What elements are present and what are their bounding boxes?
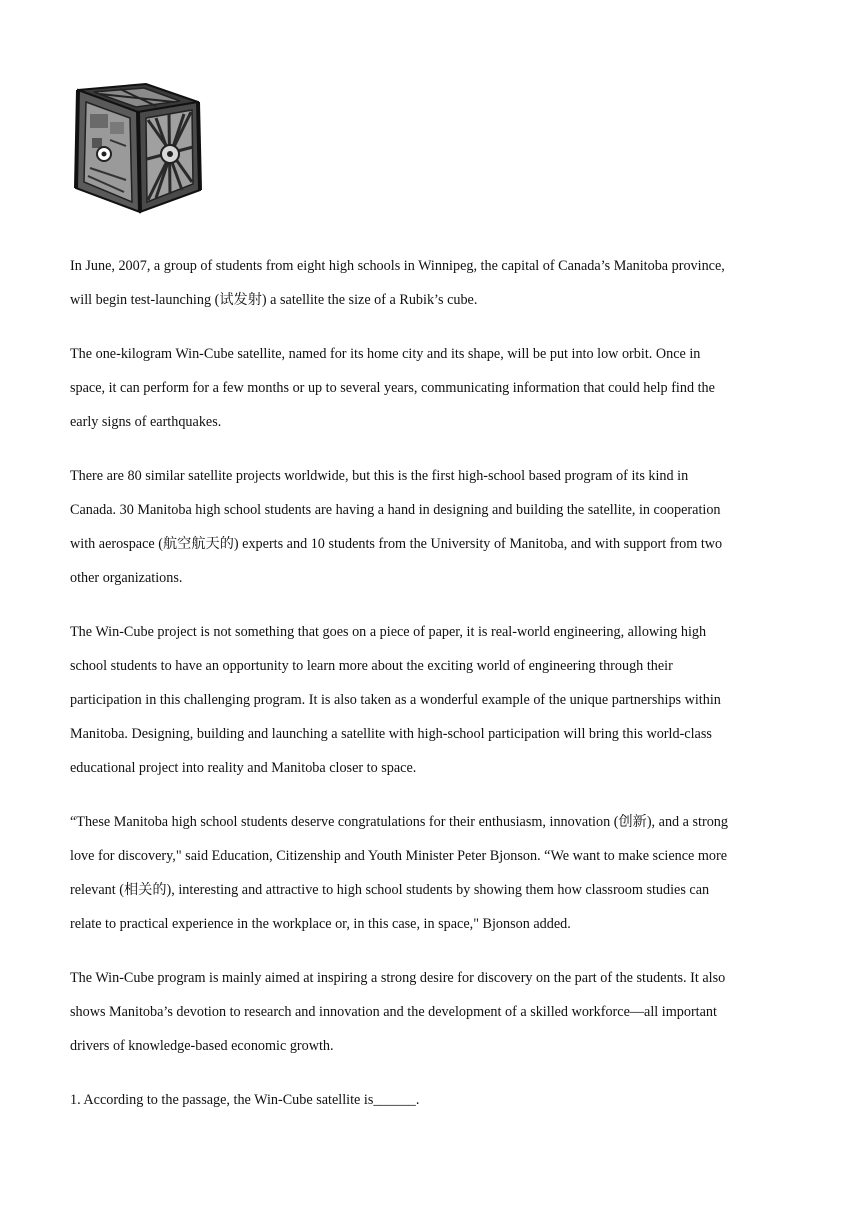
paragraph-line: love for discovery," said Education, Citizenship and Youth Minister Peter Bjonson. “We want to make science more: [70, 848, 727, 864]
passage-text: [70, 249, 790, 1117]
paragraph-line: early signs of earthquakes.: [70, 414, 222, 430]
paragraph-line: Canada. 30 Manitoba high school students are having a hand in designing and building the satellite, in cooperation: [70, 502, 721, 518]
paragraph-line: The one-kilogram Win-Cube satellite, named for its home city and its shape, will be put into low orbit. Once in: [70, 346, 701, 362]
paragraph-line: with aerospace (航空航天的) experts and 10 students from the University of Manitoba, and with support from two: [70, 536, 723, 552]
paragraph-line: drivers of knowledge-based economic growth.: [70, 1038, 334, 1054]
paragraph-line: educational project into reality and Manitoba closer to space.: [70, 760, 417, 776]
paragraph-4: [70, 615, 790, 785]
paragraph-line: participation in this challenging program. It is also taken as a wonderful example of the unique partnerships within: [70, 692, 721, 708]
paragraph-3: [70, 459, 790, 595]
paragraph-line: There are 80 similar satellite projects worldwide, but this is the first high-school based program of its kind in: [70, 468, 689, 484]
paragraph-line: “These Manitoba high school students deserve congratulations for their enthusiasm, innovation (创新), and a strong: [70, 814, 728, 830]
paragraph-6: [70, 961, 790, 1063]
question-1: [70, 1083, 790, 1117]
paragraph-line: relate to practical experience in the workplace or, in this case, in space," Bjonson added.: [70, 916, 571, 932]
paragraph-2: [70, 337, 790, 439]
paragraph-line: relevant (相关的), interesting and attractive to high school students by showing them how classroom studies can: [70, 882, 710, 898]
paragraph-line: other organizations.: [70, 570, 183, 586]
paragraph-line: school students to have an opportunity to learn more about the exciting world of engineering through their: [70, 658, 673, 674]
paragraph-1: [70, 249, 790, 317]
paragraph-line: The Win-Cube program is mainly aimed at inspiring a strong desire for discovery on the part of the students. It also: [70, 970, 726, 986]
paragraph-line: shows Manitoba’s devotion to research and innovation and the development of a skilled workforce—all important: [70, 1004, 717, 1020]
paragraph-line: The Win-Cube project is not something that goes on a piece of paper, it is real-world engineering, allowing high: [70, 624, 707, 640]
paragraph-line: Manitoba. Designing, building and launching a satellite with high-school participation will bring this world-class: [70, 726, 712, 742]
paragraph-5: [70, 805, 790, 941]
paragraph-line: space, it can perform for a few months or up to several years, communicating information that could help find the: [70, 380, 715, 396]
question-text: 1. According to the passage, the Win-Cube satellite is______.: [70, 1092, 420, 1108]
paragraph-line: will begin test-launching (试发射) a satellite the size of a Rubik’s cube.: [70, 292, 478, 308]
paragraph-line: In June, 2007, a group of students from eight high schools in Winnipeg, the capital of Canada’s Manitoba province,: [70, 258, 725, 274]
cube-satellite-icon: [70, 80, 204, 216]
